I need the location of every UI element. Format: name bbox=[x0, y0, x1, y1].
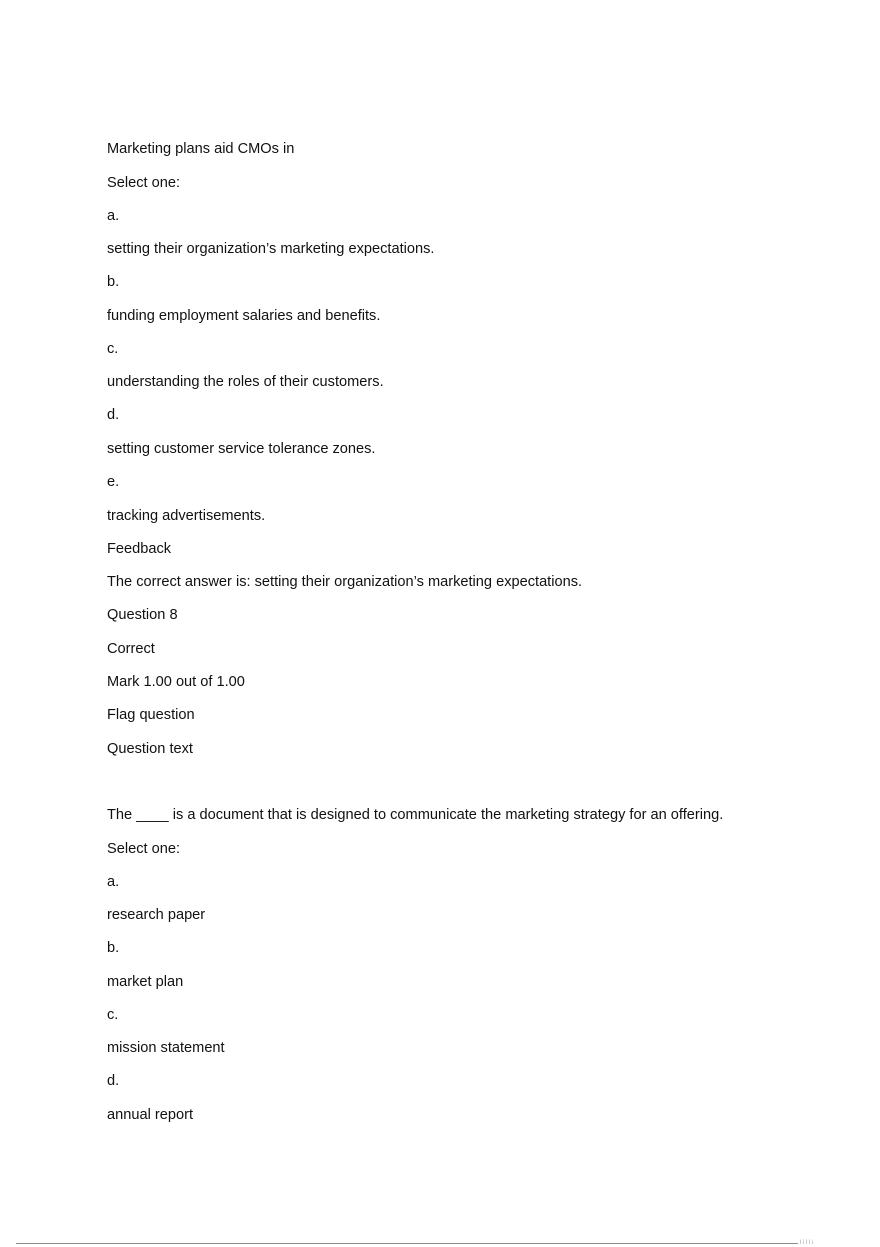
correct-answer-text: The correct answer is: setting their organization’s marketing expectations. bbox=[107, 574, 583, 590]
option-text: funding employment salaries and benefits. bbox=[107, 308, 381, 324]
question-mark: Mark 1.00 out of 1.00 bbox=[107, 674, 245, 690]
question-number: Question 8 bbox=[107, 607, 178, 623]
option-text: market plan bbox=[107, 974, 184, 990]
select-one-label: Select one: bbox=[107, 175, 181, 191]
option-text: understanding the roles of their customers. bbox=[107, 374, 384, 390]
option-letter: c. bbox=[107, 1007, 119, 1023]
option-text: tracking advertisements. bbox=[107, 508, 266, 524]
option-letter: d. bbox=[107, 1073, 120, 1089]
option-letter: a. bbox=[107, 874, 120, 890]
question-prompt: The ____ is a document that is designed to communicate the marketing strategy for an offering. bbox=[107, 807, 724, 823]
footer-divider bbox=[16, 1243, 798, 1244]
feedback-heading: Feedback bbox=[107, 541, 172, 557]
flag-question-label: Flag question bbox=[107, 707, 195, 723]
option-text: research paper bbox=[107, 907, 206, 923]
option-text: mission statement bbox=[107, 1040, 225, 1056]
option-text: annual report bbox=[107, 1107, 194, 1123]
option-letter: d. bbox=[107, 407, 120, 423]
option-letter: c. bbox=[107, 341, 119, 357]
question-text-heading: Question text bbox=[107, 741, 193, 757]
footer-mark: l i l l i bbox=[800, 1240, 814, 1246]
option-letter: b. bbox=[107, 940, 120, 956]
select-one-label: Select one: bbox=[107, 841, 181, 857]
question-prompt: Marketing plans aid CMOs in bbox=[107, 141, 295, 157]
option-letter: e. bbox=[107, 474, 120, 490]
option-letter: b. bbox=[107, 274, 120, 290]
question-status: Correct bbox=[107, 641, 155, 657]
option-text: setting their organization’s marketing expectations. bbox=[107, 241, 435, 257]
option-text: setting customer service tolerance zones. bbox=[107, 441, 376, 457]
option-letter: a. bbox=[107, 208, 120, 224]
